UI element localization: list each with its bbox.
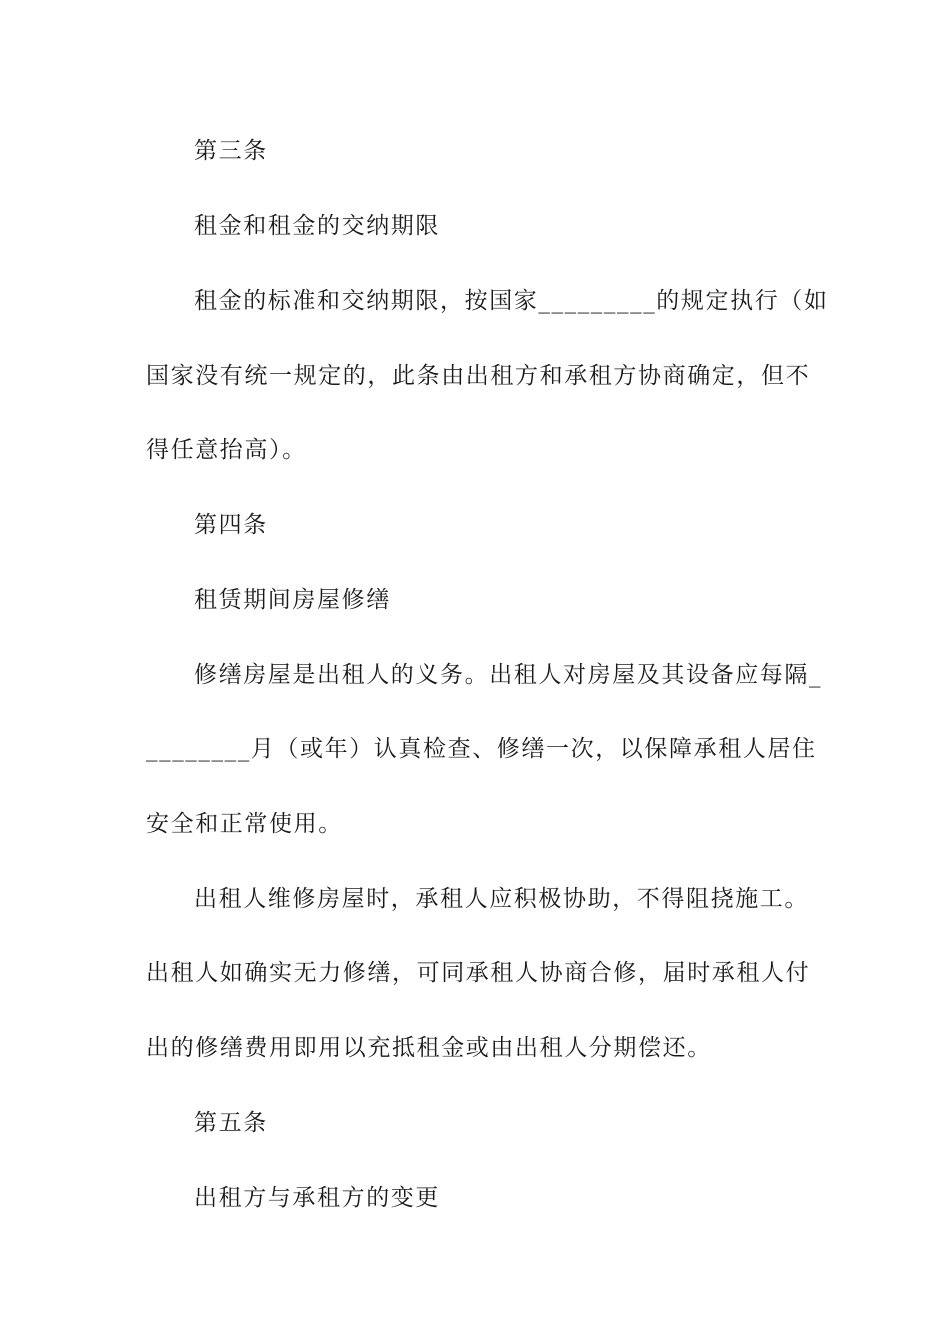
article-3-heading: 第三条 (194, 138, 268, 164)
paragraph-line: 修缮房屋是出租人的义务。出租人对房屋及其设备应每隔_ (194, 662, 823, 688)
article-4-title: 租赁期间房屋修缮 (194, 587, 391, 613)
article-5-title: 出租方与承租方的变更 (194, 1185, 440, 1211)
paragraph-line: 租金的标准和交纳期限，按国家_________的规定执行（如 (194, 288, 829, 314)
paragraph-line: 出的修缮费用即用以充抵租金或由出租人分期偿还。 (146, 1035, 712, 1061)
paragraph-line: 安全和正常使用。 (146, 811, 343, 837)
paragraph-line: 国家没有统一规定的，此条由出租方和承租方协商确定，但不 (146, 363, 811, 389)
article-3-title: 租金和租金的交纳期限 (194, 213, 440, 239)
article-5-heading: 第五条 (194, 1110, 268, 1136)
paragraph-line: ________月（或年）认真检查、修缮一次，以保障承租人居住 (146, 736, 817, 762)
paragraph-line: 得任意抬高）。 (146, 437, 307, 463)
paragraph-line: 出租人如确实无力修缮，可同承租人协商合修，届时承租人付 (146, 960, 811, 986)
article-4-heading: 第四条 (194, 512, 268, 538)
paragraph-line: 出租人维修房屋时，承租人应积极协助，不得阻挠施工。 (194, 886, 809, 912)
